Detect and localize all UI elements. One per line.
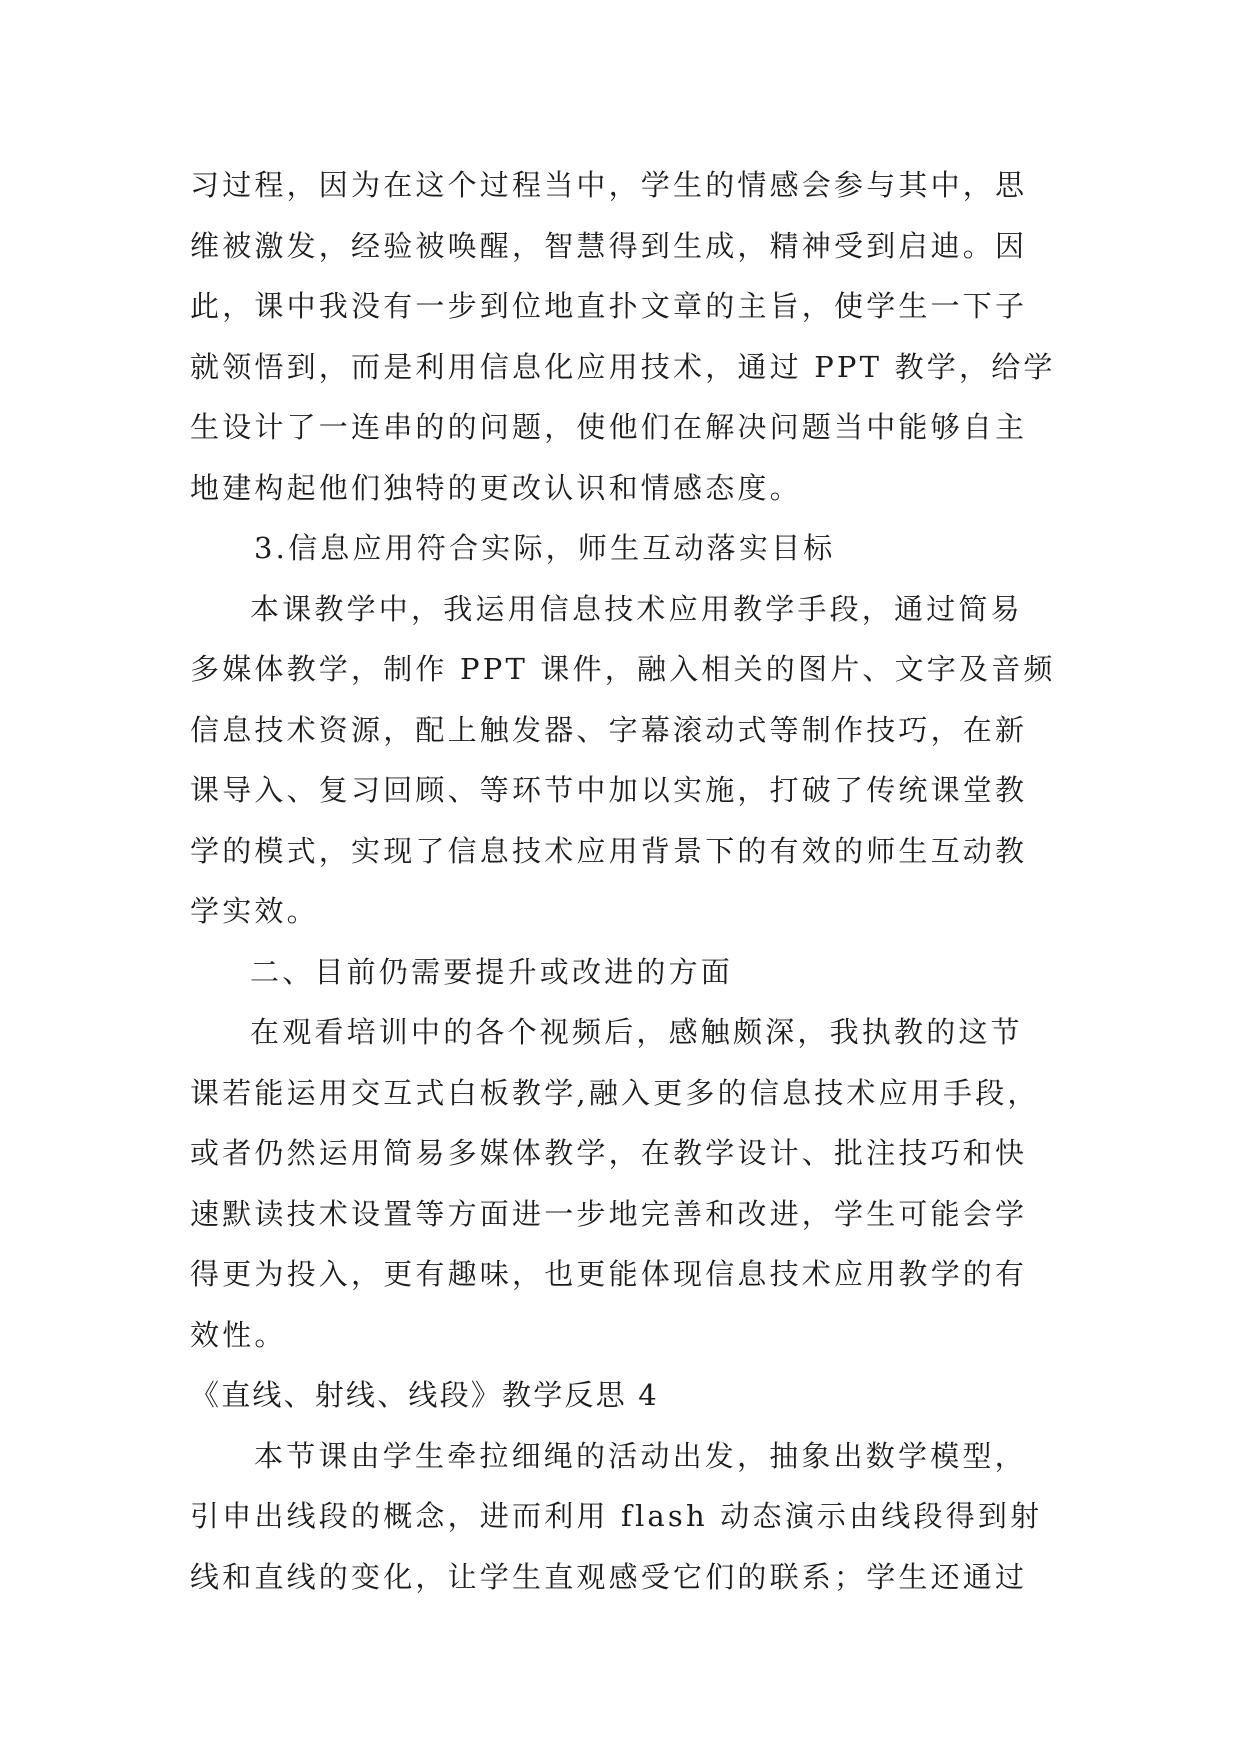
paragraph-line: 学的模式，实现了信息技术应用背景下的有效的师生互动教	[190, 833, 1028, 868]
paragraph-line: 或者仍然运用简易多媒体教学，在教学设计、批注技巧和快	[190, 1136, 1028, 1170]
article-title: 《直线、射线、线段》教学反思 4	[190, 1378, 659, 1412]
document-body	[190, 155, 1060, 1607]
paragraph-line: 习过程，因为在这个过程当中，学生的情感会参与其中，思	[190, 168, 1028, 202]
paragraph-line: 课导入、复习回顾、等环节中加以实施，打破了传统课堂教	[190, 773, 1028, 807]
paragraph-line: 维被激发，经验被唤醒，智慧得到生成，精神受到启迪。因	[190, 228, 1028, 263]
paragraph-line: 生设计了一连串的的问题，使他们在解决问题当中能够自主	[190, 410, 1028, 444]
paragraph-line: 引申出线段的概念，进而利用 flash 动态演示由线段得到射	[190, 1499, 1043, 1533]
paragraph-line: 学实效。	[190, 894, 319, 928]
paragraph-line: 课若能运用交互式白板教学,融入更多的信息技术应用手段，	[190, 1075, 1040, 1110]
paragraph-line: 在观看培训中的各个视频后，感触颇深，我执教的这节	[250, 1015, 1023, 1049]
paragraph-line: 本节课由学生牵拉细绳的活动出发，抽象出数学模型，	[254, 1438, 1027, 1473]
paragraph-line: 地建构起他们独特的更改认识和情感态度。	[190, 470, 802, 505]
paragraph-line: 本课教学中，我运用信息技术应用教学手段，通过简易	[250, 591, 1023, 626]
paragraph-line: 得更为投入，更有趣味，也更能体现信息技术应用教学的有	[190, 1257, 1028, 1291]
paragraph-line: 此，课中我没有一步到位地直扑文章的主旨，使学生一下子	[190, 289, 1028, 323]
paragraph-line: 就领悟到，而是利用信息化应用技术，通过 PPT 教学，给学	[190, 349, 1056, 384]
section-heading: 二、目前仍需要提升或改进的方面	[250, 954, 734, 989]
paragraph-line: 信息技术资源，配上触发器、字幕滚动式等制作技巧，在新	[190, 712, 1028, 747]
paragraph-line: 效性。	[190, 1317, 287, 1352]
section-heading: 3.信息应用符合实际，师生互动落实目标	[254, 531, 836, 565]
paragraph-line: 线和直线的变化，让学生直观感受它们的联系；学生还通过	[190, 1559, 1028, 1594]
paragraph-line: 多媒体教学，制作 PPT 课件，融入相关的图片、文字及音频	[190, 652, 1056, 686]
paragraph-line: 速默读技术设置等方面进一步地完善和改进，学生可能会学	[190, 1196, 1028, 1231]
